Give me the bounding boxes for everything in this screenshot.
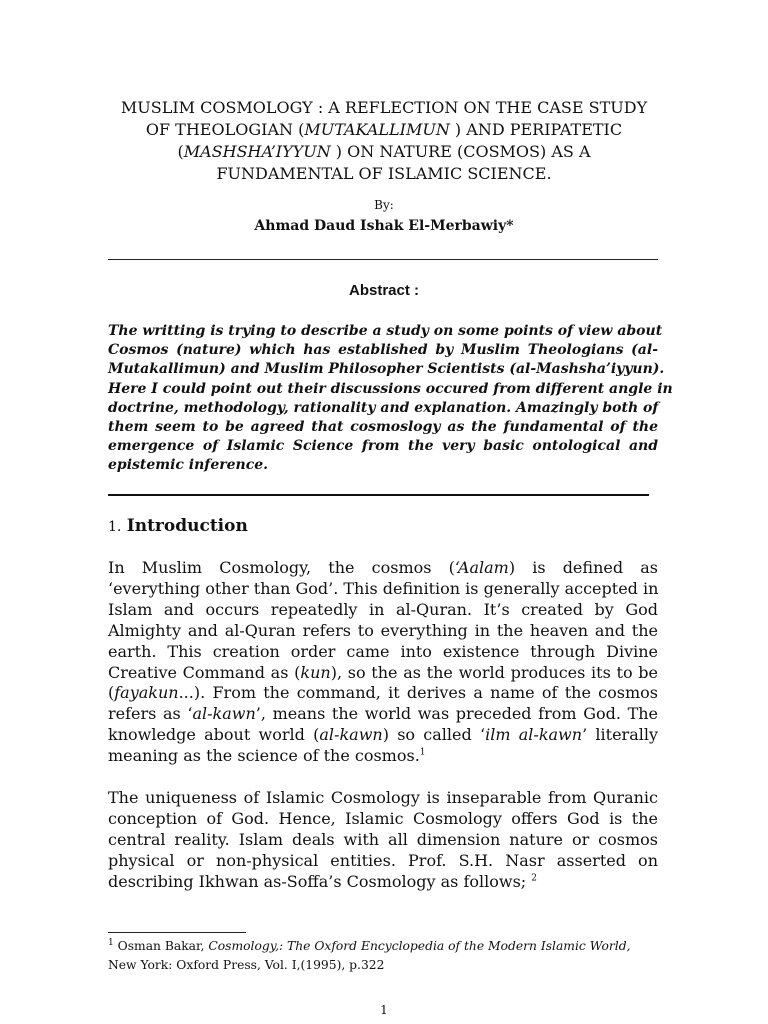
title-text: ) ON NATURE (COSMOS) AS A (330, 142, 591, 161)
text-run: meaning as the science of the cosmos. (108, 746, 420, 766)
title-line-4: FUNDAMENTAL OF ISLAMIC SCIENCE. (216, 164, 552, 183)
text-run: refers as ‘ (108, 704, 193, 724)
paper-title (100, 97, 668, 185)
text-run: ), so the as the world produces its to be (330, 662, 658, 682)
title-text: ( (177, 142, 184, 161)
abstract-line: emergence of Islamic Science from the very basic ontological and (108, 438, 658, 455)
title-line-1: MUSLIM COSMOLOGY : A REFLECTION ON THE CASE STUDY (120, 98, 648, 117)
paragraph-line: central reality. Islam deals with all dimension nature or cosmos (108, 829, 658, 849)
paragraph-line (108, 683, 658, 704)
italic-term: ‘Aalam (454, 558, 509, 577)
footnote-line: New York: Oxford Press, Vol. I,(1995), p.322 (108, 958, 385, 972)
section-heading (108, 516, 248, 536)
section-title: Introduction (126, 516, 248, 536)
title-italic-term: MASHSHA’IYYUN (183, 142, 331, 161)
footnote-line (108, 937, 658, 956)
italic-term: kun (300, 662, 331, 682)
paragraph-line: earth. This creation order came into existence through Divine (108, 641, 658, 661)
author-name: Ahmad Daud Ishak El-Merbawiy* (254, 218, 514, 234)
text-run: Osman Bakar, (113, 939, 209, 953)
paragraph-line (108, 725, 658, 746)
abstract-heading: Abstract : (348, 282, 419, 299)
title-text: ) AND PERIPATETIC (449, 120, 623, 139)
citation-title: Cosmology,: The Oxford Encyclopedia of the Modern Islamic World, (208, 939, 631, 953)
paragraph-line (108, 663, 658, 684)
title-italic-term: MUTAKALLIMUN (304, 120, 450, 139)
by-label: By: (374, 198, 394, 212)
abstract-line: Here I could point out their discussions occured from different angle in (108, 380, 673, 397)
page-number: 1 (380, 1003, 388, 1017)
abstract-divider (108, 494, 649, 496)
paragraph-line: Almighty and al-Quran refers to everything in the heaven and the (108, 620, 658, 640)
text-run: Creative Command as ( (108, 662, 301, 682)
text-run: ...). From the command, it derives a name of the cosmos (178, 683, 658, 703)
title-text: OF THEOLOGIAN ( (145, 120, 305, 139)
paragraph-line: physical or non-physical entities. Prof. S.H. Nasr asserted on (108, 850, 658, 870)
body-paragraph-1 (108, 558, 658, 767)
paragraph-line (108, 704, 658, 725)
abstract-line: doctrine, methodology, rationality and explanation. Amazingly both of (108, 399, 659, 416)
footnote (108, 937, 658, 975)
paragraph-line: ‘everything other than God’. This definition is generally accepted in (108, 578, 659, 598)
body-paragraph-2 (108, 788, 658, 893)
paragraph-line: The uniqueness of Islamic Cosmology is inseparable from Quranic (108, 788, 658, 807)
text-run: ’, means the world was preceded from God. The (255, 704, 659, 724)
title-line-2 (100, 119, 668, 141)
paragraph-line (108, 558, 658, 579)
abstract-line: The writting is trying to describe a study on some points of view about (108, 323, 663, 339)
abstract-line: Cosmos (nature) which has established by Muslim Theologians (al- (108, 342, 658, 359)
text-run: knowledge about world ( (108, 725, 320, 745)
section-number: 1. (108, 519, 122, 535)
italic-term: ilm al-kawn (485, 725, 583, 745)
text-run: ( (108, 683, 115, 703)
paragraph-line (108, 746, 658, 767)
abstract-line: epistemic inference. (108, 457, 268, 474)
header-divider (108, 259, 658, 260)
footnote-marker: 1 (108, 937, 114, 948)
italic-term: al-kawn (192, 704, 256, 724)
paragraph-line (108, 872, 658, 893)
footnote-divider (108, 932, 246, 933)
footnote-ref-2[interactable]: 2 (531, 873, 538, 884)
title-line-3 (100, 141, 668, 163)
abstract-line: Mutakallimun) and Muslim Philosopher Scientists (al-Mashsha’iyyun). (108, 361, 665, 378)
text-run: In Muslim Cosmology, the cosmos ( (108, 558, 455, 577)
abstract-line: them seem to be agreed that cosmoslogy as the fundamental of the (108, 419, 658, 436)
text-run: ’ literally (582, 725, 659, 745)
italic-term: fayakun (114, 683, 179, 703)
text-run: describing Ikhwan as-Soffa’s Cosmology as follows; (108, 871, 527, 891)
paragraph-line: Islam and occurs repeatedly in al-Quran. It’s created by God (108, 599, 658, 619)
italic-term: al-kawn (319, 725, 383, 745)
text-run: ) so called ‘ (382, 725, 486, 745)
footnote-ref-1[interactable]: 1 (419, 747, 426, 758)
abstract-body (108, 322, 673, 476)
paragraph-line: conception of God. Hence, Islamic Cosmology offers God is the (108, 808, 658, 828)
text-run: ) is defined as (508, 558, 658, 577)
